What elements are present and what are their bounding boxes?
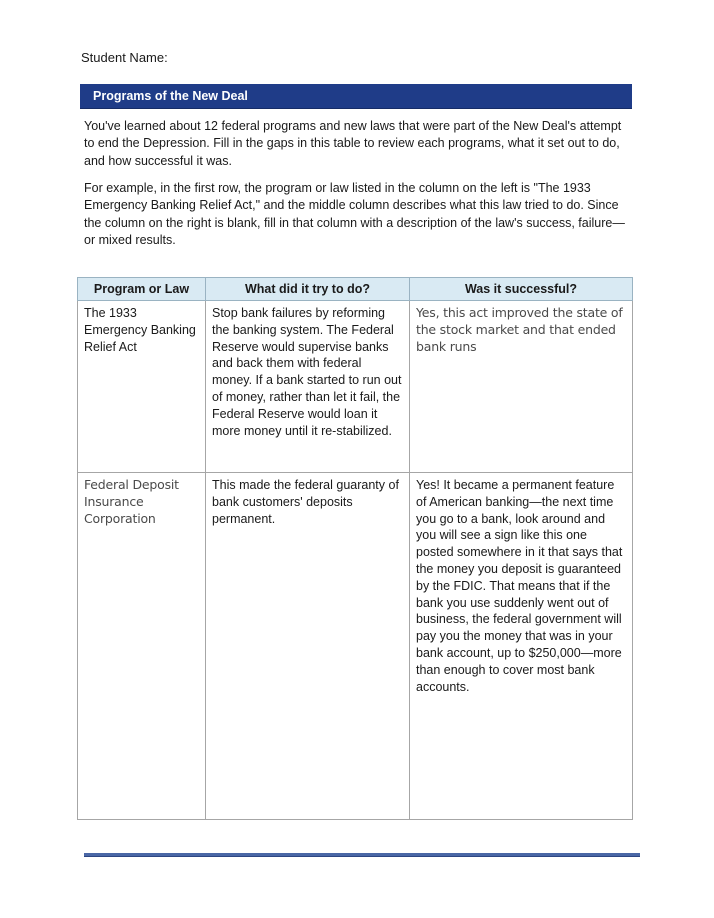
goal-cell: This made the federal guaranty of bank customers' deposits permanent. (206, 473, 410, 820)
banner-title: Programs of the New Deal (93, 89, 248, 103)
table-header-row (78, 278, 633, 301)
new-deal-table (77, 277, 633, 820)
table-row (78, 301, 633, 473)
header-program: Program or Law (78, 278, 206, 301)
intro-paragraph-2: For example, in the first row, the program or law listed in the column on the left is "The 1933 Emergency Banking Relief Act," and the middle column describes what this law tried to do. Since the column on the right is blank, fill in that column with a description of the law's success, failure—or mixed results. (84, 181, 625, 248)
header-success: Was it successful? (410, 278, 633, 301)
section-banner (80, 84, 632, 109)
header-goal: What did it try to do? (206, 278, 410, 301)
success-cell-answer[interactable]: Yes, this act improved the state of the stock market and that ended bank runs (410, 301, 633, 473)
goal-cell: Stop bank failures by reforming the banking system. The Federal Reserve would supervise banks and back them with federal money. If a bank started to run out of money, rather than let it fail, the Federal Reserve would loan it more money until it re-stabilized. (206, 301, 410, 473)
student-name-label: Student Name: (81, 50, 168, 65)
intro-paragraph-1: You've learned about 12 federal programs and new laws that were part of the New Deal's attempt to end the Depression. Fill in the gaps in this table to review each programs, what it set out to do, and how successful it was. (84, 119, 622, 168)
program-cell-answer[interactable]: Federal Deposit Insurance Corporation (78, 473, 206, 820)
footer-rule (84, 853, 640, 857)
success-cell: Yes! It became a permanent feature of American banking—the next time you go to a bank, look around and you will see a sign like this one posted somewhere in it that says that the money you deposit is guaranteed by the FDIC. That means that if the bank you use suddenly went out of business, the federal government will pay you the money that was in your bank account, up to $250,000—more than enough to cover most bank accounts. (410, 473, 633, 820)
table-row (78, 473, 633, 820)
program-cell: The 1933 Emergency Banking Relief Act (78, 301, 206, 473)
